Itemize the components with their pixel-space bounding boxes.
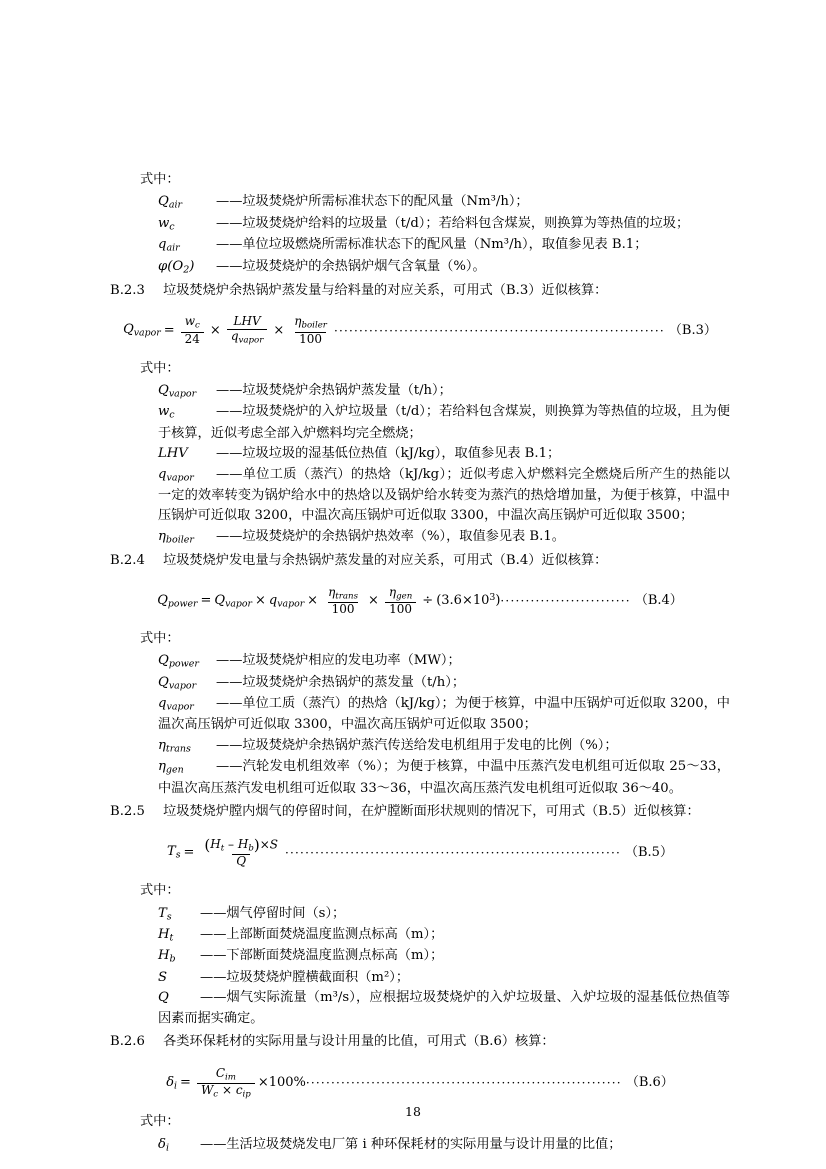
section-b24 [110, 551, 730, 571]
definition-text: ——垃圾焚烧炉所需标准状态下的配风量（Nm³/h）； [216, 194, 529, 210]
formula-b6 [110, 1067, 730, 1101]
formula-number: （B.4） [634, 593, 683, 609]
definition-symbol: $\eta_{boiler}$ [158, 528, 194, 546]
formula-leader-dots: ······························································· [305, 1076, 622, 1091]
b25-defs-label: 式中： [140, 883, 180, 899]
definition-item [110, 527, 730, 548]
definition-text: ——单位工质（蒸汽）的热焓（kJ/kg）；近似考虑入炉燃料完全燃烧后所产生的热能以一定的效率转变为锅炉给水中的热焓以及锅炉给水转变为蒸汽的热焓增加量，为便于核算，中温中压锅炉可近似取 3200，中温次高压锅炉可近似取 3300，中温次高压锅炉可近似取 3500； [158, 466, 730, 524]
definition-text: ——垃圾焚烧炉的余热锅炉烟气含氧量（%）。 [216, 258, 486, 274]
definition-item [110, 757, 730, 799]
definition-symbol: $w_c$ [158, 404, 175, 422]
definition-symbol: $Q_{power}$ [158, 653, 199, 670]
definition-text: ——下部断面焚烧温度监测点标高（m）； [200, 948, 444, 964]
definition-item [110, 694, 730, 736]
page-number: 18 [405, 1103, 421, 1119]
formula-leader-dots: ··································································· [285, 845, 621, 860]
formula-expression: $Q_{power}$ = $Q_{vapor}$ × $q_{vapor}$ × $\frac{\eta_{trans}}{100}$ × $\frac{\eta_{gen}}{100}$ ÷ $(3.6\times 10^3)$ [157, 584, 501, 617]
b23-defs-label-row [110, 359, 730, 379]
definition-text: ——单位垃圾燃烧所需标准状态下的配风量（Nm³/h），取值参见表 B.1； [216, 237, 648, 253]
definition-symbol: $\eta_{trans}$ [158, 737, 191, 755]
definition-symbol: $q_{vapor}$ [158, 696, 194, 713]
section-text: 垃圾焚烧炉发电量与余热锅炉蒸发量的对应关系，可用式（B.4）近似核算： [163, 553, 608, 569]
definition-text: ——垃圾焚烧炉余热锅炉蒸发量（t/h）； [216, 382, 452, 398]
formula-expression: $Q_{vapor}$ = $\frac{w_c}{24}$ × $\frac{\text{LHV}}{q_{vapor}}$ × $\frac{\eta_{boiler}}{100}$ [123, 314, 327, 346]
definition-item [110, 257, 730, 278]
definition-item [110, 968, 730, 988]
definition-item [110, 736, 730, 757]
definition-text: ——垃圾焚烧炉余热锅炉的蒸发量（t/h）； [216, 674, 466, 690]
definition-text: ——汽轮发电机组效率（%）；为便于核算，中温中压蒸汽发电机组可近似取 25～33，中温次高压蒸汽发电机组可近似取 33～36，中温次高压蒸汽发电机组可近似取 36～40。 [158, 759, 730, 796]
definition-text: ——垃圾焚烧炉相应的发电功率（MW）； [216, 653, 461, 669]
section-b23 [110, 281, 730, 301]
section-text: 垃圾焚烧炉余热锅炉蒸发量与给料量的对应关系，可用式（B.3）近似核算： [163, 282, 608, 298]
section-b26 [110, 1032, 730, 1052]
formula-number: （B.6） [625, 1075, 674, 1091]
b24-defs-label: 式中： [140, 630, 180, 646]
section-text: 各类环保耗材的实际用量与设计用量的比值，可用式（B.6）核算： [163, 1034, 555, 1050]
definition-item [110, 235, 730, 256]
definition-text: ——单位工质（蒸汽）的热焓（kJ/kg）；为便于核算，中温中压锅炉可近似取 3200，中温次高压锅炉可近似取 3300，中温次高压锅炉可近似取 3500； [158, 696, 730, 733]
b22-defs-label-row [110, 170, 730, 190]
definition-symbol: $H_b$ [158, 948, 176, 966]
definition-item [110, 192, 730, 213]
b26-defs-label: 式中： [140, 1114, 180, 1130]
definition-symbol: $\eta_{gen}$ [158, 759, 184, 776]
definition-symbol: $q_{vapor}$ [158, 466, 194, 484]
formula-number: （B.3） [668, 322, 717, 338]
definition-symbol: $w_c$ [158, 215, 175, 233]
formula-expression: $\delta_i$ = $\frac{C_{im}}{W_c \times c_{ip}}$ ×100% [166, 1065, 306, 1100]
b24-defs-label-row [110, 629, 730, 649]
definition-text: ——垃圾焚烧炉的余热锅炉热效率（%），取值参见表 B.1。 [216, 528, 565, 544]
definition-symbol: Q [158, 990, 169, 1006]
section-text: 垃圾焚烧炉膛内烟气的停留时间，在炉膛断面形状规则的情况下，可用式（B.5）近似核算： [163, 804, 700, 820]
section-number: B.2.6 [110, 1034, 145, 1050]
definition-symbol: S [158, 969, 168, 985]
definition-item [110, 925, 730, 946]
section-number: B.2.3 [110, 282, 145, 298]
definition-item [110, 946, 730, 967]
definition-item [110, 444, 730, 464]
definition-item [110, 381, 730, 402]
b22-defs-label: 式中： [140, 172, 180, 187]
definition-text: ——生活垃圾焚烧发电厂第 i 种环保耗材的实际用量与设计用量的比值； [200, 1136, 622, 1152]
definition-text: ——垃圾焚烧炉的入炉垃圾量（t/d）；若给料包含煤炭，则换算为等热值的垃圾，且为便于核算，近似考虑全部入炉燃料均完全燃烧； [158, 404, 730, 441]
definition-symbol: $T_s$ [158, 905, 172, 923]
definition-text: ——垃圾焚烧炉给料的垃圾量（t/d）；若给料包含煤炭，则换算为等热值的垃圾； [216, 215, 690, 231]
definition-text: ——上部断面焚烧温度监测点标高（m）； [200, 927, 444, 943]
formula-b3 [110, 315, 730, 346]
definition-text: ——垃圾焚烧炉膛横截面积（m²）； [200, 969, 410, 985]
definition-item [110, 214, 730, 235]
formula-leader-dots: ·································································· [333, 323, 665, 338]
definition-item [110, 651, 730, 672]
definition-symbol: $\delta_i$ [158, 1136, 169, 1154]
formula-b5 [110, 837, 730, 870]
definition-text: ——烟气停留时间（s）； [200, 905, 346, 921]
definition-text: ——垃圾垃圾的湿基低位热值（kJ/kg），取值参见表 B.1； [216, 446, 561, 462]
definition-symbol: $Q_{vapor}$ [158, 674, 197, 692]
definition-item [110, 904, 730, 925]
section-number: B.2.5 [110, 804, 145, 820]
definition-symbol: $\varphi(O_2)$ [158, 258, 195, 276]
definition-item [110, 1135, 730, 1156]
definition-text: ——垃圾焚烧炉余热锅炉蒸汽传送给发电机组用于发电的比例（%）； [216, 737, 618, 753]
definition-item [110, 402, 730, 444]
definition-symbol: $Q_{air}$ [158, 194, 183, 212]
definition-symbol: $Q_{vapor}$ [158, 382, 197, 400]
definition-text: ——烟气实际流量（m³/s），应根据垃圾焚烧炉的入炉垃圾量、入炉垃圾的湿基低位热值等因素而据实确定。 [158, 990, 730, 1026]
b25-defs-label-row [110, 881, 730, 901]
formula-number: （B.5） [624, 844, 673, 860]
definition-symbol: $q_{air}$ [158, 237, 180, 254]
definition-item [110, 988, 730, 1029]
formula-b4 [110, 586, 730, 617]
definition-item [110, 465, 730, 527]
definition-item [110, 673, 730, 694]
section-b25 [110, 802, 730, 822]
definition-symbol: LHV [158, 446, 188, 462]
formula-leader-dots: ·························· [500, 594, 631, 609]
section-number: B.2.4 [110, 553, 145, 569]
definition-symbol: $H_t$ [158, 927, 174, 944]
formula-expression: $T_s$ = $\frac{(H_t - H_b)\times S}{Q}$ [167, 835, 279, 869]
b23-defs-label: 式中： [140, 360, 180, 376]
